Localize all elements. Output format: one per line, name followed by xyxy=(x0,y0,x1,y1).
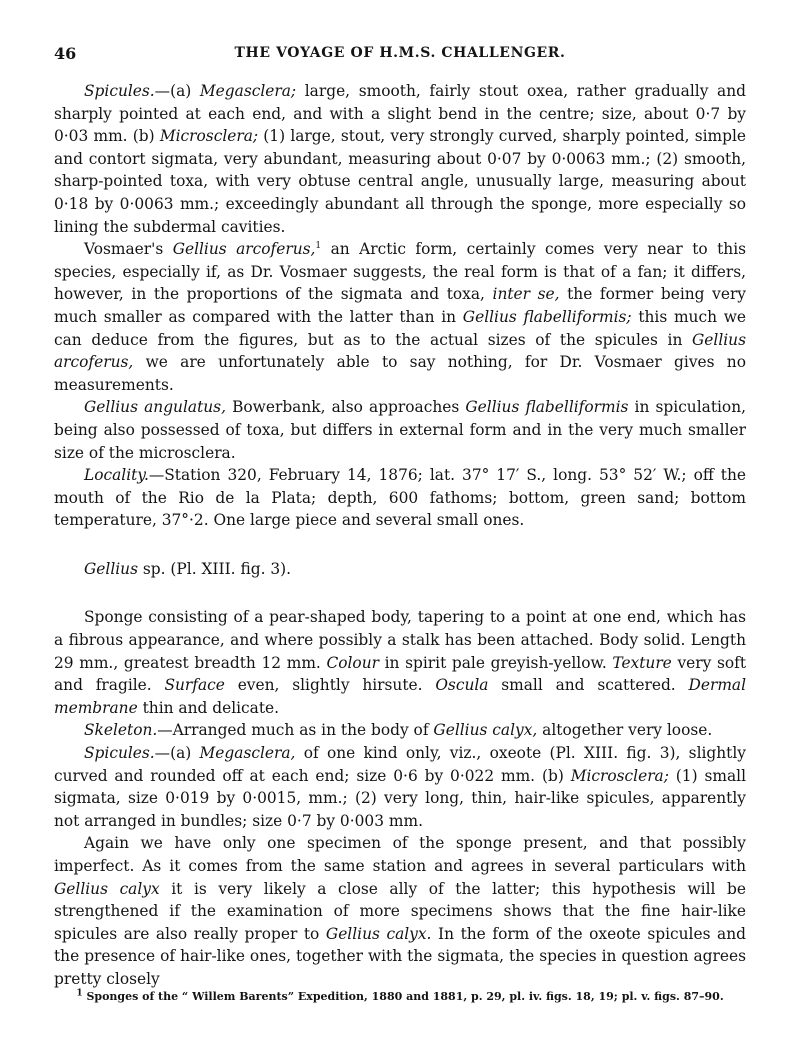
running-title: THE VOYAGE OF H.M.S. CHALLENGER. xyxy=(234,45,566,61)
run: Colour xyxy=(326,653,379,672)
run: Gellius calyx xyxy=(54,879,160,898)
run: altogether very loose. xyxy=(537,721,713,740)
run: small and scattered. xyxy=(488,676,689,695)
section-gap xyxy=(54,580,746,606)
paragraph-vosmaer xyxy=(54,238,746,396)
run: very soft and fragile. xyxy=(54,653,747,695)
run: Gellius arcoferus, xyxy=(54,330,746,372)
paragraph-spicules-2 xyxy=(54,742,746,832)
footnote-reference: 1 xyxy=(315,241,322,252)
run: Texture xyxy=(612,653,672,672)
run: Again we have only one specimen of the sponge present, and that possibly imperfect. As it comes from the same station and agrees in several particulars with xyxy=(54,834,746,875)
run: Sponge consisting of a pear-shaped body, tapering to a point at one end, which has a fibrous appearance, and where possibly a stalk has been attached. Body solid. Length 29 mm., greatest breadth 12 mm. xyxy=(54,608,746,672)
run: Megasclera; xyxy=(199,82,297,100)
run: thin and delicate. xyxy=(137,698,280,717)
document-page xyxy=(54,0,746,1050)
run: Gellius flabelliformis xyxy=(465,398,629,417)
run: Surface xyxy=(164,676,225,695)
run: even, slightly hirsute. xyxy=(224,676,436,695)
footnote-marker: 1 xyxy=(76,988,83,999)
run: sp. (Pl. XIII. fig. 3). xyxy=(137,559,292,578)
section-gap xyxy=(54,532,746,558)
paragraph-spicules xyxy=(54,80,746,238)
run: Skeleton. xyxy=(84,721,158,740)
run: Spicules. xyxy=(84,82,155,100)
run: it is very likely a close ally of the latter; this hypothesis will be strengthened if the examination of more specimens shows that the fine hair-like spicules are also really proper to xyxy=(54,879,746,943)
run: this much we can deduce from the figures, but as to the actual sizes of the spicules in xyxy=(54,307,747,349)
run: —(a) xyxy=(154,744,200,763)
run: the former being very much smaller as compared with the latter than in xyxy=(54,285,746,326)
run: Gellius angulatus, xyxy=(84,398,226,417)
footnote-text: Sponges of the “ Willem Barents” Expedition, 1880 and 1881, p. 29, pl. iv. figs. 18, 19; pl. v. figs. 87–90. xyxy=(82,990,724,1003)
page-body xyxy=(54,80,746,991)
species-heading xyxy=(54,558,746,581)
run: —Arranged much as in the body of xyxy=(157,721,434,740)
run: large, smooth, fairly stout oxea, rather gradually and sharply pointed at each end, and with a slight bend in the centre; size, about 0·7 by 0·03 mm. (b) xyxy=(54,82,746,146)
run: in spirit pale greyish-yellow. xyxy=(378,653,613,672)
run: Gellius xyxy=(84,559,138,578)
run: Bowerbank, also approaches xyxy=(225,398,466,417)
paragraph-angulatus xyxy=(54,396,746,464)
run: Locality. xyxy=(84,466,149,485)
run: Vosmaer's xyxy=(84,240,173,259)
run: Gellius calyx, xyxy=(433,721,538,740)
run: Dermal membrane xyxy=(54,676,747,717)
run: Gellius arcoferus, xyxy=(172,240,316,259)
run: Gellius calyx. xyxy=(325,924,432,943)
run: Oscula xyxy=(435,676,489,695)
run: In the form of the oxeote spicules and the presence of hair-like ones, together with the sigmata, the species in question agrees pretty closely xyxy=(54,924,746,988)
paragraph-skeleton xyxy=(54,719,746,742)
run: we are unfortunately able to say nothing, for Dr. Vosmaer gives no measurements. xyxy=(54,353,746,394)
page-number: 46 xyxy=(54,44,77,63)
run: Spicules. xyxy=(84,744,155,763)
run: Microsclera; xyxy=(159,127,259,146)
run: (1) small sigmata, size 0·019 by 0·0015, mm.; (2) very long, thin, hair-like spicules, apparently not arranged in bundles; size 0·7 by 0·003 mm. xyxy=(54,766,746,830)
page-header xyxy=(54,44,746,68)
run: Megasclera, xyxy=(199,744,296,763)
run: (1) large, stout, very strongly curved, sharply pointed, simple and contort sigmata, very abundant, measuring about 0·07 by 0·0063 mm.; (2) smooth, sharp-pointed toxa, with very obtuse central angle, unusually large, measuring about 0·18 by 0·0063 mm.; exceedingly abundant all through the sponge, more especially so lining the subdermal cavities. xyxy=(54,127,746,236)
run: —(a) xyxy=(154,82,200,100)
footnote xyxy=(54,990,746,1004)
run: in spiculation, being also possessed of toxa, but differs in external form and in the very much smaller size of the microsclera. xyxy=(54,398,746,462)
run: of one kind only, viz., oxeote (Pl. XIII. fig. 3), slightly curved and rounded off at each end; size 0·6 by 0·022 mm. (b) xyxy=(54,744,746,785)
run: —Station 320, February 14, 1876; lat. 37° 17′ S., long. 53° 52′ W.; off the mouth of the Rio de la Plata; depth, 600 fathoms; bottom, green sand; bottom temperature, 37°·2. One large piece and several small ones. xyxy=(54,466,746,530)
run: Gellius flabelliformis; xyxy=(462,307,632,326)
run: an Arctic form, certainly comes very near to this species, especially if, as Dr. Vosmaer suggests, the real form is that of a fan; it differs, however, in the proportions of the sigmata and toxa, xyxy=(54,240,747,304)
run: Microsclera; xyxy=(570,766,669,785)
paragraph-locality xyxy=(54,464,746,532)
paragraph-discussion xyxy=(54,832,746,990)
run: inter se, xyxy=(492,285,560,304)
paragraph-description xyxy=(54,606,746,719)
